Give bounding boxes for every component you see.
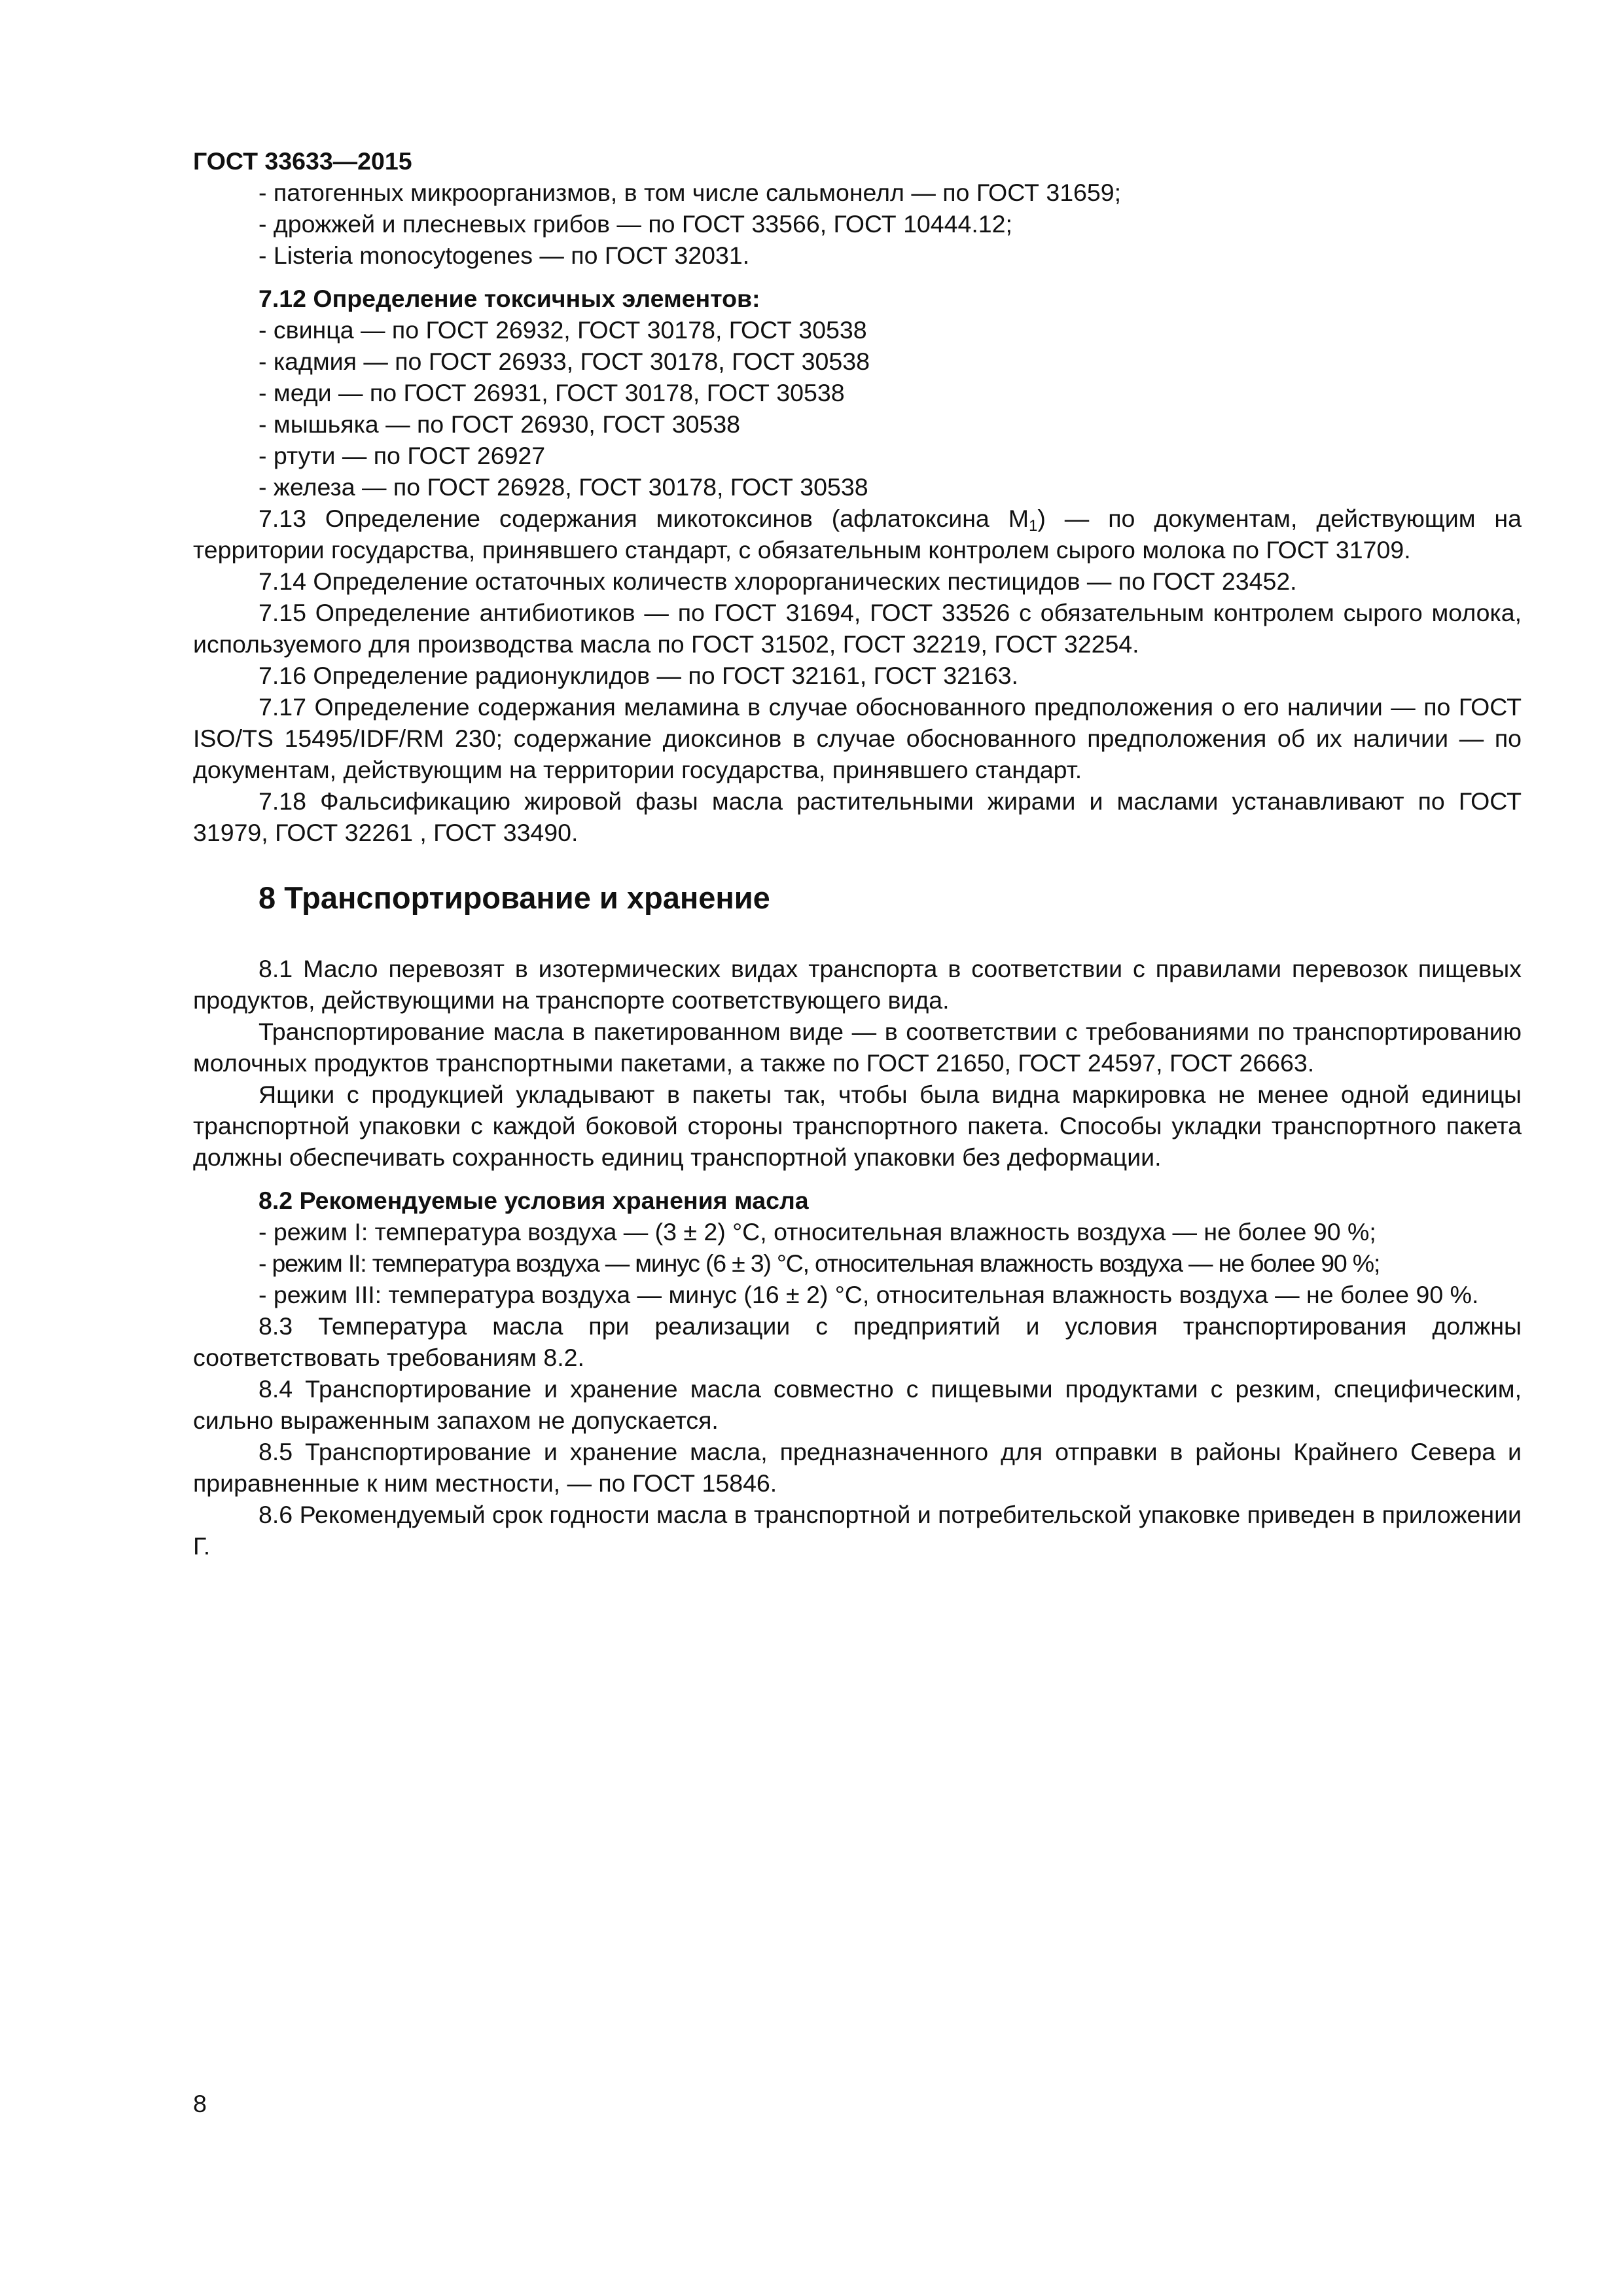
list-item-copper: - меди — по ГОСТ 26931, ГОСТ 30178, ГОСТ 30538 [259,379,845,406]
document-code-header: ГОСТ 33633—2015 [193,147,412,175]
paragraph-transport-packaged: Транспортирование масла в пакетированном виде — в соответствии с требованиями по транспортированию молочных продуктов транспортными пакетами, а также по ГОСТ 21650, ГОСТ 24597, ГОСТ 26663. [193,1018,1522,1077]
list-item-cadmium: - кадмия — по ГОСТ 26933, ГОСТ 30178, ГОСТ 30538 [259,348,870,375]
paragraph-8-3: 8.3 Температура масла при реализации с предприятий и условия транспортирования должны соответствовать требованиям 8.2. [193,1312,1522,1371]
section-title-8: 8 Транспортирование и хранение [259,880,770,915]
list-item-yeasts: - дрожжей и плесневых грибов — по ГОСТ 33566, ГОСТ 10444.12; [259,210,1012,238]
storage-mode-2: - режим II: температура воздуха — минус (6 ± 3) °С, относительная влажность воздуха — не более 90 %; [259,1249,1380,1277]
subsection-heading-8-2: 8.2 Рекомендуемые условия хранения масла [259,1187,809,1214]
paragraph-7-17: 7.17 Определение содержания меламина в случае обоснованного предположения о его наличии — по ГОСТ ISO/TS 15495/IDF/RM 230; содержание диоксинов в случае обоснованного предположения об их наличии — по документам, действующим на территории государства, принявшего стандарт. [193,693,1522,783]
paragraph-7-18: 7.18 Фальсификацию жировой фазы масла растительными жирами и маслами устанавливают по ГОСТ 31979, ГОСТ 32261 , ГОСТ 33490. [193,787,1522,846]
list-item-iron: - железа — по ГОСТ 26928, ГОСТ 30178, ГОСТ 30538 [259,473,868,501]
paragraph-7-14: 7.14 Определение остаточных количеств хлорорганических пестицидов — по ГОСТ 23452. [259,567,1297,595]
list-item-mercury: - ртути — по ГОСТ 26927 [259,442,546,469]
paragraph-8-4: 8.4 Транспортирование и хранение масла совместно с пищевыми продуктами с резким, специфическим, сильно выраженным запахом не допускается. [193,1375,1522,1434]
page-number: 8 [193,2090,207,2117]
list-item-lead: - свинца — по ГОСТ 26932, ГОСТ 30178, ГОСТ 30538 [259,316,867,344]
paragraph-boxes: Ящики с продукцией укладывают в пакеты так, чтобы была видна маркировка не менее одной единицы транспортной упаковки с каждой боковой стороны транспортного пакета. Способы укладки транспортного пакета должны обеспечивать сохранность единиц транспортной упаковки без деформации. [193,1081,1522,1171]
storage-mode-1: - режим I: температура воздуха — (3 ± 2) °С, относительная влажность воздуха — не более 90 %; [259,1218,1376,1246]
paragraph-8-6: 8.6 Рекомендуемый срок годности масла в транспортной и потребительской упаковке приведен в приложении Г. [193,1501,1522,1560]
subsection-heading-7-12: 7.12 Определение токсичных элементов: [259,285,760,312]
paragraph-7-15: 7.15 Определение антибиотиков — по ГОСТ 31694, ГОСТ 33526 с обязательным контролем сырого молока, используемого для производства масла по ГОСТ 31502, ГОСТ 32219, ГОСТ 32254. [193,599,1522,658]
paragraph-7-13: 7.13 Определение содержания микотоксинов (афлатоксина $M_1$) — по документам, действующим на территории государства, принявшего стандарт, с обязательным контролем сырого молока по ГОСТ 31709. [193,505,1522,564]
document-page [193,145,1522,1562]
paragraph-7-16: 7.16 Определение радионуклидов — по ГОСТ 32161, ГОСТ 32163. [259,662,1018,689]
list-item-listeria: - Listeria monocytogenes — по ГОСТ 32031. [259,242,750,269]
paragraph-8-5: 8.5 Транспортирование и хранение масла, предназначенного для отправки в районы Крайнего Севера и приравненные к ним местности, — по ГОСТ 15846. [193,1438,1522,1497]
paragraph-8-1: 8.1 Масло перевозят в изотермических видах транспорта в соответствии с правилами перевозок пищевых продуктов, действующими на транспорте соответствующего вида. [193,955,1522,1014]
list-item-arsenic: - мышьяка — по ГОСТ 26930, ГОСТ 30538 [259,410,741,438]
list-item-pathogens: - патогенных микроорганизмов, в том числе сальмонелл — по ГОСТ 31659; [259,179,1122,206]
storage-mode-3: - режим III: температура воздуха — минус (16 ± 2) °С, относительная влажность воздуха — не более 90 %. [259,1281,1479,1308]
